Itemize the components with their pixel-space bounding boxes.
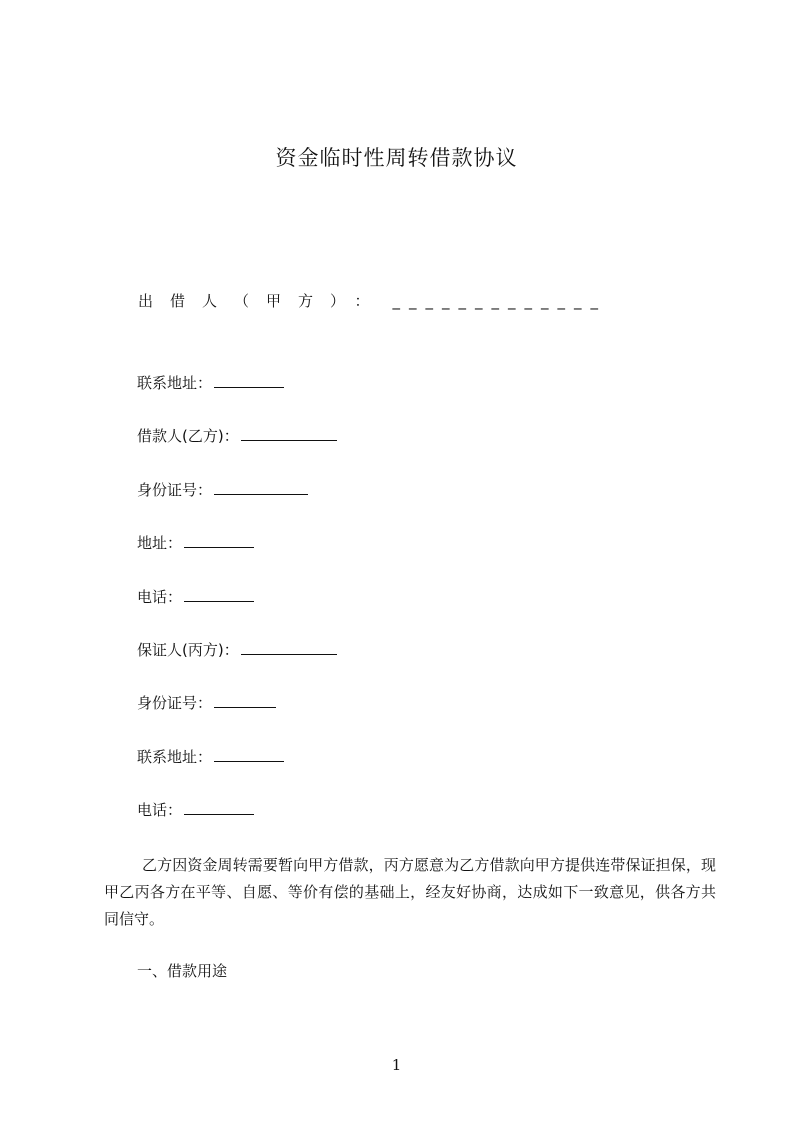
address-label: 地址：: [137, 534, 183, 552]
borrower-label: 借款人(乙方)：: [137, 427, 239, 445]
document-title: 资金临时性周转借款协议: [275, 146, 518, 170]
guarantor-contact-address-label: 联系地址：: [137, 748, 213, 766]
contact-address-field: [137, 372, 284, 393]
id-number-label: 身份证号：: [137, 481, 213, 499]
lender-blank: _____________: [392, 292, 608, 310]
phone-label: 电话：: [137, 588, 183, 606]
contact-address-blank: [214, 373, 284, 388]
borrower-blank: [241, 426, 337, 441]
phone-field: [137, 586, 254, 607]
lender-label: 出借人（甲方）：: [138, 292, 387, 310]
guarantor-id-number-blank: [214, 693, 276, 708]
address-blank: [184, 533, 254, 548]
address-field: [137, 532, 254, 553]
guarantor-contact-address-field: [137, 746, 284, 767]
guarantor-phone-blank: [184, 800, 254, 815]
guarantor-contact-address-blank: [214, 747, 284, 762]
preamble-paragraph: 乙方因资金周转需要暂向甲方借款，丙方愿意为乙方借款向甲方提供连带保证担保，现甲乙丙各方在平等、自愿、等价有偿的基础上，经友好协商，达成如下一致意见，供各方共同信守。: [104, 856, 716, 928]
id-number-blank: [214, 480, 308, 495]
id-number-field: [137, 479, 308, 500]
guarantor-label: 保证人(丙方)：: [137, 641, 239, 659]
guarantor-id-number-field: [137, 692, 276, 713]
guarantor-blank: [241, 640, 337, 655]
page-number: 1: [391, 1056, 402, 1074]
phone-blank: [184, 587, 254, 602]
guarantor-id-number-label: 身份证号：: [137, 694, 213, 712]
contact-address-label: 联系地址：: [137, 374, 213, 392]
section-heading-1: 一、借款用途: [137, 962, 228, 980]
guarantor-phone-label: 电话：: [137, 801, 183, 819]
guarantor-field: [137, 639, 337, 660]
guarantor-phone-field: [137, 799, 254, 820]
lender-line: [138, 290, 607, 311]
borrower-field: [137, 425, 337, 446]
